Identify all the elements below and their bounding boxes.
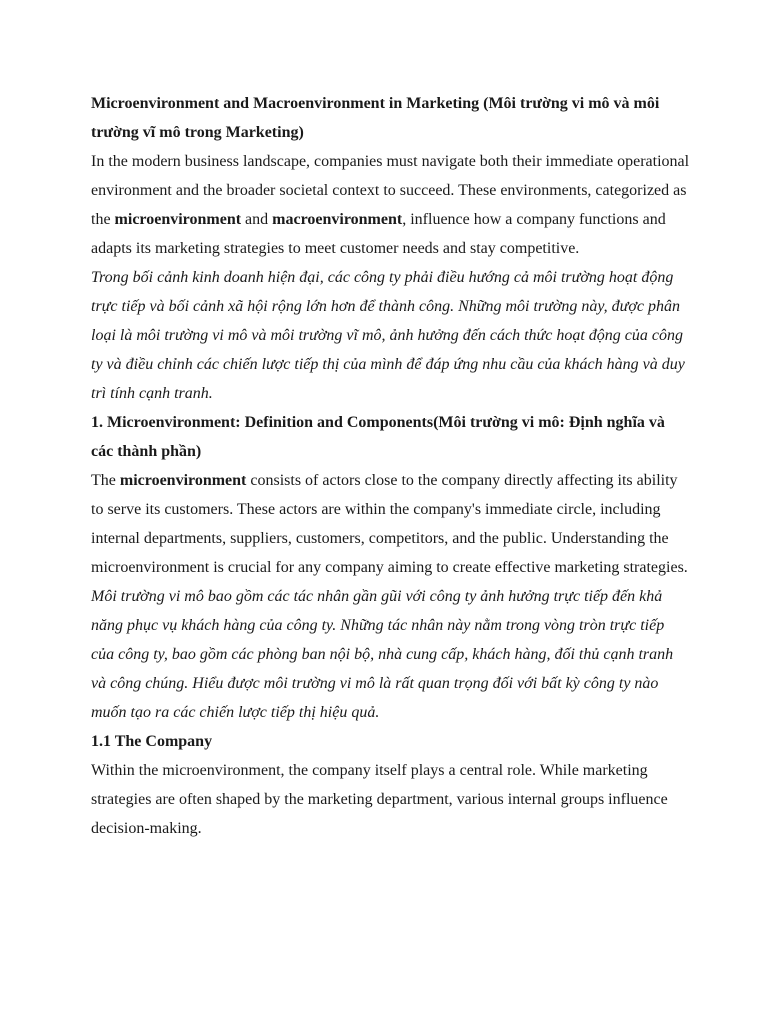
intro-term-macroenvironment: macroenvironment	[272, 211, 403, 228]
section-1-paragraph	[91, 466, 691, 582]
document-page	[91, 89, 691, 843]
section-1-paragraph-vietnamese: Môi trường vi mô bao gồm các tác nhân gần gũi với công ty ảnh hưởng trực tiếp đến khả năng phục vụ khách hàng của công ty. Những tác nhân này nằm trong vòng tròn trực tiếp của công ty, bao gồm các phòng ban nội bộ, nhà cung cấp, khách hàng, đối thủ cạnh tranh và công chúng. Hiểu được môi trường vi mô là rất quan trọng đối với bất kỳ công ty nào muốn tạo ra các chiến lược tiếp thị hiệu quả.	[91, 588, 674, 721]
section-1-text-1: The	[91, 472, 120, 489]
intro-text-1: In the modern business landscape, companies must navigate both their immediate operational environment and the broader societal context to succeed. These environments, categorized as the	[91, 153, 690, 228]
intro-term-microenvironment: microenvironment	[114, 211, 242, 228]
intro-text-3: , influence how a company functions and adapts its marketing strategies to meet customer needs and stay competitive.	[91, 211, 666, 257]
intro-paragraph	[91, 147, 691, 263]
section-1-text-2: consists of actors close to the company directly affecting its ability to serve its customers. These actors are within the company's immediate circle, including internal departments, suppliers, customers, competitors, and the public. Understanding the microenvironment is crucial for any company aiming to create effective marketing strategies.	[91, 472, 688, 576]
intro-paragraph-vietnamese: Trong bối cảnh kinh doanh hiện đại, các công ty phải điều hướng cả môi trường hoạt động trực tiếp và bối cảnh xã hội rộng lớn hơn để thành công. Những môi trường này, được phân loại là môi trường vi mô và môi trường vĩ mô, ảnh hưởng đến cách thức hoạt động của công ty và điều chỉnh các chiến lược tiếp thị của mình để đáp ứng nhu cầu của khách hàng và duy trì tính cạnh tranh.	[91, 269, 685, 402]
section-1-term-microenvironment: microenvironment	[119, 472, 247, 489]
subsection-1-1-paragraph: Within the microenvironment, the company itself plays a central role. While marketing strategies are often shaped by the marketing department, various internal groups influence decision-making.	[91, 762, 668, 837]
intro-text-2: and	[241, 211, 273, 228]
section-1-heading: 1. Microenvironment: Definition and Components(Môi trường vi mô: Định nghĩa và các thành phần)	[91, 414, 665, 460]
document-title: Microenvironment and Macroenvironment in Marketing (Môi trường vi mô và môi trường vĩ mô trong Marketing)	[91, 95, 660, 141]
subsection-1-1-heading: 1.1 The Company	[91, 733, 213, 750]
